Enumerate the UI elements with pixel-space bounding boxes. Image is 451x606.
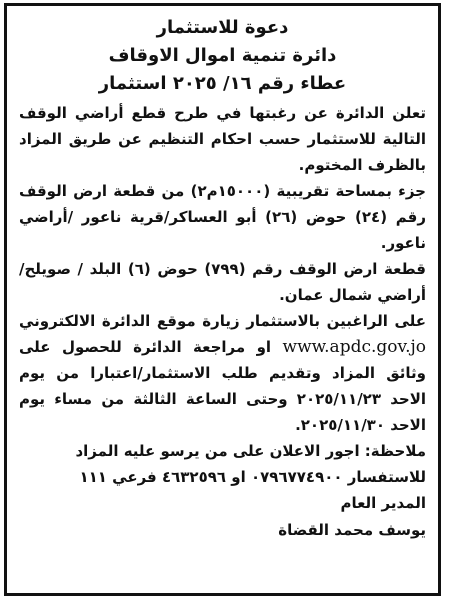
advertisement-frame <box>4 3 441 596</box>
contact-line: للاستفسار ٠٧٩٦٧٧٤٩٠٠ او ٤٦٣٢٥٩٦ فرعي ١١١ <box>79 468 426 486</box>
invitation-text-end: او مراجعة الدائرة للحصول على وثائق المزاد وتقديم طلب الاستثمار/اعتبارا من يوم الاحد ٢٠٢٥/١١/٢٣ وحتى الساعة الثالثة من مساء يوم الاحد ٢٠٢٥/١١/٣٠. <box>19 338 427 434</box>
plot-1-paragraph: جزء بمساحة تقريبية (١٥٠٠٠م٢) من قطعة ارض الوقف رقم (٢٤) حوض (٢٦) أبو العساكر/قرية ناعور /أراضي ناعور. <box>19 182 426 252</box>
signatory-title: المدير العام <box>340 494 426 512</box>
notice-title: دعوة للاستثمار <box>156 17 289 38</box>
intro-paragraph: تعلن الدائرة عن رغبتها في طرح قطع أراضي الوقف التالية للاستثمار حسب احكام التنظيم عن طريق المزاد بالظرف المختوم. <box>19 104 426 174</box>
invitation-paragraph <box>19 308 426 438</box>
invitation-text-start: على الراغبين بالاستثمار زيارة موقع الدائرة الالكتروني <box>19 312 426 330</box>
tender-reference: عطاء رقم ١٦/ ٢٠٢٥ استثمار <box>98 73 347 94</box>
department-name: دائرة تنمية اموال الاوقاف <box>108 45 337 66</box>
website-link[interactable]: www.apdc.gov.jo <box>282 337 426 357</box>
signatory-name: يوسف محمد القضاة <box>278 521 426 539</box>
plot-2-paragraph: قطعة ارض الوقف رقم (٧٩٩) حوض (٦) البلد / صويلح/ أراضي شمال عمان. <box>19 260 426 304</box>
note-line: ملاحظة: اجور الاعلان على من يرسو عليه المزاد <box>75 442 426 460</box>
